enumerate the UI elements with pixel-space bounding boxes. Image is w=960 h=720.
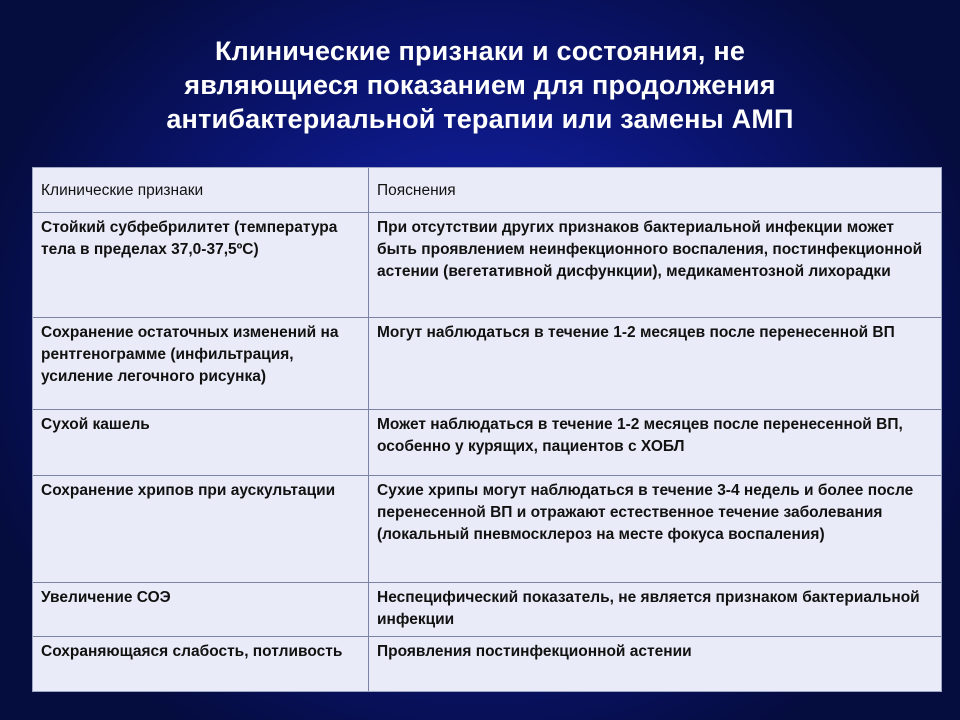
table-row — [33, 637, 941, 691]
table-header-row — [33, 168, 941, 213]
row-explanation-cell: Могут наблюдаться в течение 1-2 месяцев после перенесенной ВП — [377, 324, 895, 341]
row-sign-cell: Сохранение хрипов при аускультации — [33, 476, 369, 582]
title-line-2: являющиеся показанием для продолжения — [184, 70, 776, 100]
table-row — [33, 583, 941, 637]
header-clinical-signs: Клинические признаки — [33, 168, 369, 212]
row-explanation-cell: Проявления постинфекционной астении — [377, 643, 692, 660]
row-sign-cell: Стойкий субфебрилитет (температура тела в пределах 37,0-37,5ºС) — [33, 213, 369, 317]
table-row — [33, 213, 941, 318]
slide-title — [60, 34, 900, 136]
table-row — [33, 410, 941, 476]
row-explanation-cell: Сухие хрипы могут наблюдаться в течение 3-4 недель и более после перенесенной ВП и отражают естественное течение заболевания (локальный пневмосклероз на месте фокуса воспаления) — [377, 482, 914, 543]
row-sign-cell: Увеличение СОЭ — [33, 583, 369, 636]
title-line-3: антибактериальной терапии или замены АМП — [166, 104, 794, 134]
row-explanation-cell: Неспецифический показатель, не является признаком бактериальной инфекции — [377, 589, 920, 628]
table-row — [33, 318, 941, 410]
title-line-1: Клинические признаки и состояния, не — [214, 36, 746, 66]
header-explanations: Пояснения — [377, 182, 456, 199]
row-explanation-cell: При отсутствии других признаков бактериальной инфекции может быть проявлением неинфекционного воспаления, постинфекционной астении (вегетативной дисфункции), медикаментозной лихорадки — [377, 219, 923, 280]
row-sign-cell: Сохранение остаточных изменений на рентгенограмме (инфильтрация, усиление легочного рисунка) — [33, 318, 369, 409]
signs-table — [32, 167, 942, 692]
row-sign-cell: Сохраняющаяся слабость, потливость — [33, 637, 369, 691]
row-sign-cell: Сухой кашель — [33, 410, 369, 475]
table-row — [33, 476, 941, 583]
row-explanation-cell: Может наблюдаться в течение 1-2 месяцев после перенесенной ВП, особенно у курящих, пациентов с ХОБЛ — [377, 416, 903, 455]
